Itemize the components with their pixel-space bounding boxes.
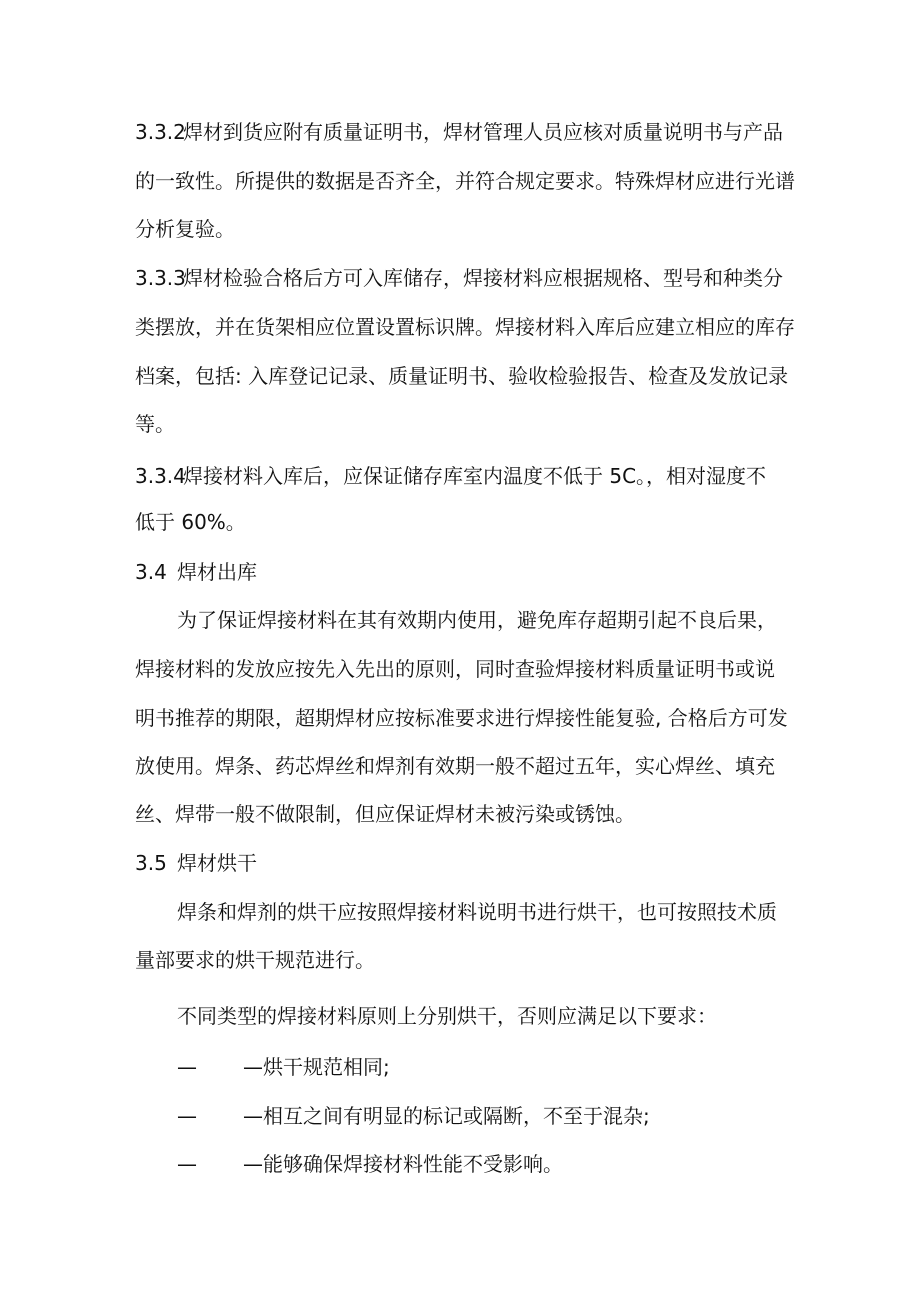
- section-34-para-line-3: 明书推荐的期限，超期焊材应按标准要求进行焊接性能复验, 合格后方可发: [135, 706, 788, 730]
- list-item-text: —能够确保焊接材料性能不受影响。: [243, 1152, 563, 1176]
- list-dash: —: [177, 1152, 197, 1176]
- paragraph-text: 焊材检验合格后方可入库储存，焊接材料应根据规格、型号和种类分: [183, 266, 783, 290]
- section-34-para-line-1: 为了保证焊接材料在其有效期内使用，避免库存超期引起不良后果，: [177, 608, 777, 632]
- section-title: 焊材出库: [177, 560, 257, 584]
- section-34-para-line-5: 丝、焊带一般不做限制，但应保证焊材未被污染或锈蚀。: [135, 802, 635, 826]
- section-332-line-3: 分析复验。: [135, 217, 235, 241]
- list-item: [177, 1149, 563, 1179]
- list-item-text: —相互之间有明显的标记或隔断，不至于混杂;: [243, 1104, 650, 1128]
- section-number: 3.4: [135, 560, 167, 584]
- section-35-para-line-1: 焊条和焊剂的烘干应按照焊接材料说明书进行烘干，也可按照技术质: [177, 900, 777, 924]
- section-333-line-1: [135, 263, 795, 293]
- section-333-line-2: 类摆放，并在货架相应位置设置标识牌。焊接材料入库后应建立相应的库存: [135, 315, 795, 339]
- section-title: 焊材烘干: [177, 851, 257, 875]
- section-34-para-line-2: 焊接材料的发放应按先入先出的原则，同时查验焊接材料质量证明书或说: [135, 657, 775, 681]
- section-34-para-line-4: 放使用。焊条、药芯焊丝和焊剂有效期一般不超过五年，实心焊丝、填充: [135, 754, 775, 778]
- section-number: 3.3.4: [135, 464, 186, 488]
- list-item-text: —烘干规范相同;: [243, 1055, 390, 1079]
- list-item: [177, 1101, 650, 1131]
- section-34-heading: [135, 557, 795, 587]
- list-dash: —: [177, 1104, 197, 1128]
- section-333-line-4: 等。: [135, 412, 175, 436]
- section-35-para-line-2: 量部要求的烘干规范进行。: [135, 948, 375, 972]
- section-334-line-1: [135, 461, 795, 491]
- section-number: 3.3.3: [135, 266, 186, 290]
- section-333-line-3: 档案，包括: 入库登记记录、质量证明书、验收检验报告、检查及发放记录: [135, 364, 789, 388]
- section-35-heading: [135, 848, 795, 878]
- section-35-para-line-3: 不同类型的焊接材料原则上分别烘干，否则应满足以下要求：: [177, 1004, 717, 1028]
- section-332-line-1: [135, 117, 795, 147]
- paragraph-text: 焊接材料入库后，应保证储存库室内温度不低于 5C。，相对湿度不: [183, 464, 767, 488]
- paragraph-text: 焊材到货应附有质量证明书，焊材管理人员应核对质量说明书与产品: [183, 120, 783, 144]
- section-number: 3.3.2: [135, 120, 186, 144]
- list-item: [177, 1052, 390, 1082]
- section-332-line-2: 的一致性。所提供的数据是否齐全，并符合规定要求。特殊焊材应进行光谱: [135, 169, 795, 193]
- section-number: 3.5: [135, 851, 167, 875]
- list-dash: —: [177, 1055, 197, 1079]
- section-334-line-2: 低于 60%。: [135, 510, 246, 534]
